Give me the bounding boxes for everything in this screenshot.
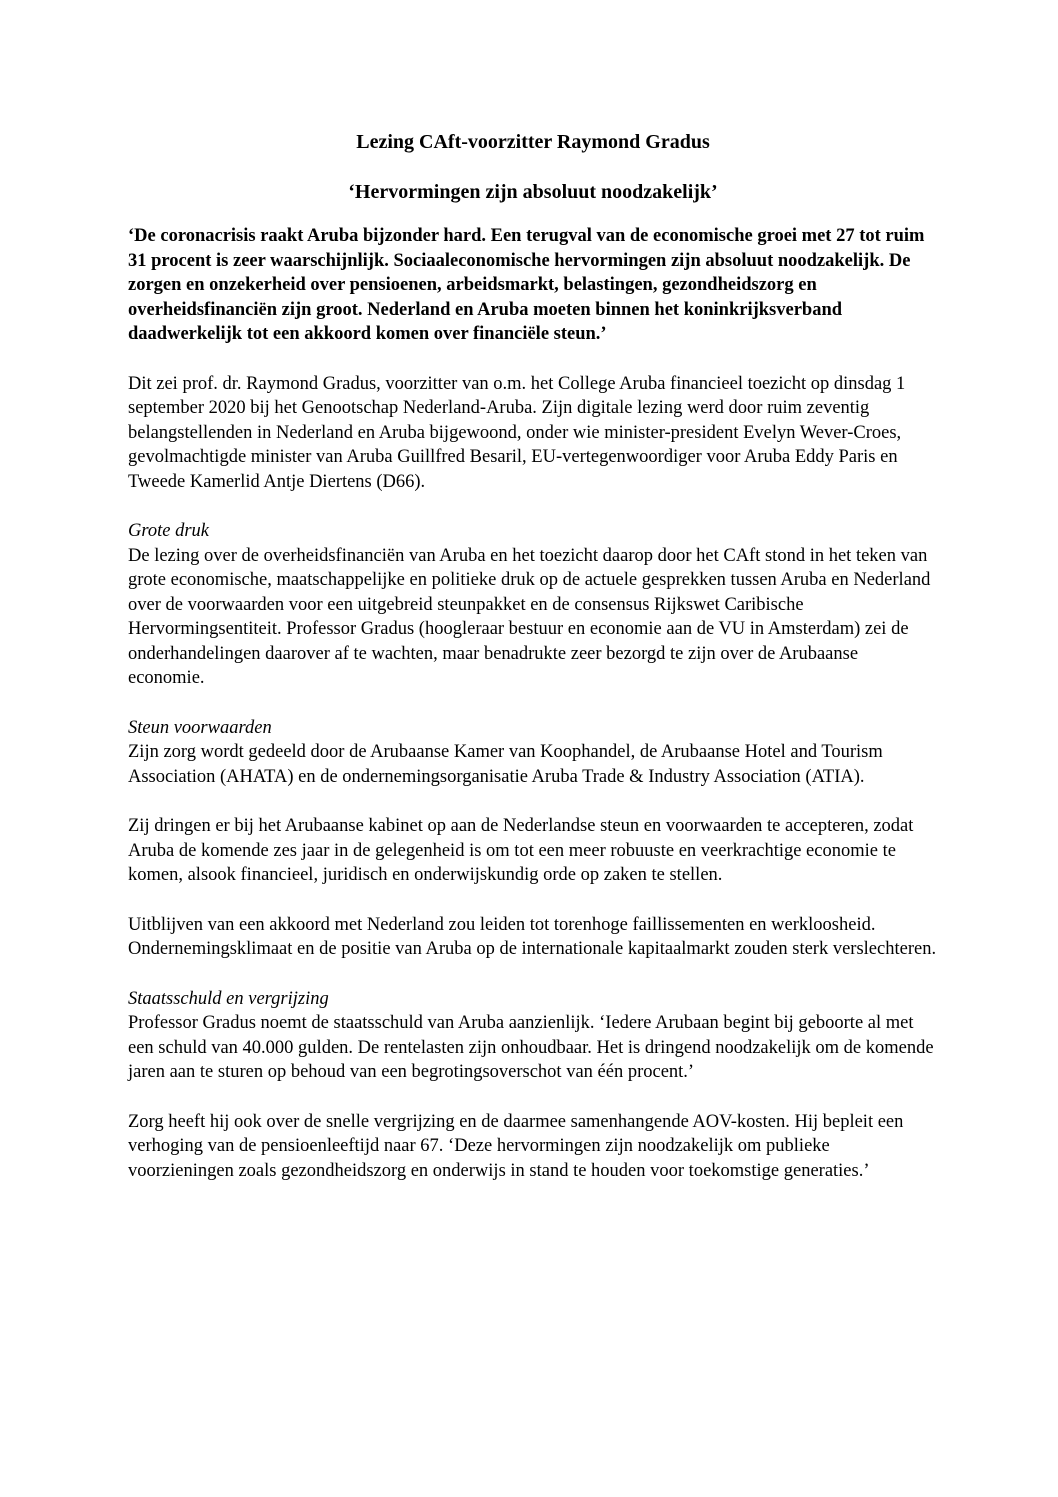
section-staatsschuld-en-vergrijzing (128, 987, 938, 1184)
body-paragraph: Uitblijven van een akkoord met Nederland zou leiden tot torenhoge faillissementen en werkloosheid. Ondernemingsklimaat en de positie van Aruba op de internationale kapitaalmarkt zouden sterk verslechteren. (128, 914, 937, 959)
lead-paragraph: ‘De coronacrisis raakt Aruba bijzonder hard. Een terugval van de economische groei met 27 tot ruim 31 procent is zeer waarschijnlijk. Sociaaleconomische hervormingen zijn absoluut noodzakelijk. De zorgen en onzekerheid over pensioenen, arbeidsmarkt, belastingen, gezondheidszorg en overheidsfinanciën zijn groot. Nederland en Aruba moeten binnen het koninkrijksverband daadwerkelijk tot een akkoord komen over financiële steun.’ (128, 226, 925, 344)
body-paragraph: Professor Gradus noemt de staatsschuld van Aruba aanzienlijk. ‘Iedere Arubaan begint bij geboorte al met een schuld van 40.000 gulden. De rentelasten zijn onhoudbaar. Het is dringend noodzakelijk om de komende jaren aan te sturen op behoud van een begrotingsoverschot van één procent.’ (128, 1013, 934, 1082)
body-paragraph: Zijn zorg wordt gedeeld door de Arubaanse Kamer van Koophandel, de Arubaanse Hotel and Tourism Association (AHATA) en de ondernemingsorganisatie Aruba Trade & Industry Association (ATIA). (128, 742, 883, 787)
section-steun-voorwaarden (128, 716, 938, 962)
body-paragraph: Zorg heeft hij ook over de snelle vergrijzing en de daarmee samenhangende AOV-kosten. Hij bepleit een verhoging van de pensioenleeftijd naar 67. ‘Deze hervormingen zijn noodzakelijk om publieke voorzieningen zoals gezondheidszorg en onderwijs in stand te houden voor toekomstige generaties.’ (128, 1111, 904, 1181)
body-paragraph: Zij dringen er bij het Arubaanse kabinet op aan de Nederlandse steun en voorwaarden te accepteren, zodat Aruba de komende zes jaar in de gelegenheid is om tot een meer robuuste en veerkrachtige economie te komen, alsook financieel, juridisch en onderwijskundig orde op zaken te stellen. (128, 816, 914, 885)
section-heading: Staatsschuld en vergrijzing (128, 988, 329, 1009)
section-heading: Grote druk (128, 521, 210, 541)
document-title: Lezing CAft-voorzitter Raymond Gradus (356, 131, 710, 153)
document-subtitle: ‘Hervormingen zijn absoluut noodzakelijk’ (348, 181, 718, 203)
document-page (128, 128, 938, 1183)
section-grote-druk (128, 519, 938, 691)
section-heading: Steun voorwaarden (128, 717, 272, 738)
intro-paragraph: Dit zei prof. dr. Raymond Gradus, voorzitter van o.m. het College Aruba financieel toezicht op dinsdag 1 september 2020 bij het Genootschap Nederland-Aruba. Zijn digitale lezing werd door ruim zeventig belangstellenden in Nederland en Aruba bijgewoond, onder wie minister-president Evelyn Wever-Croes, gevolmachtigde minister van Aruba Guillfred Besaril, EU-vertegenwoordiger voor Aruba Eddy Paris en Tweede Kamerlid Antje Diertens (D66). (128, 373, 906, 492)
body-paragraph: De lezing over de overheidsfinanciën van Aruba en het toezicht daarop door het CAft stond in het teken van grote economische, maatschappelijke en politieke druk op de actuele gesprekken tussen Aruba en Nederland over de voorwaarden voor een uitgebreid steunpakket en de consensus Rijkswet Caribische Hervormingsentiteit. Professor Gradus (hoogleraar bestuur en economie aan de VU in Amsterdam) zei de onderhandelingen daarover af te wachten, maar benadrukte zeer bezorgd te zijn over de Arubaanse economie. (128, 545, 931, 688)
